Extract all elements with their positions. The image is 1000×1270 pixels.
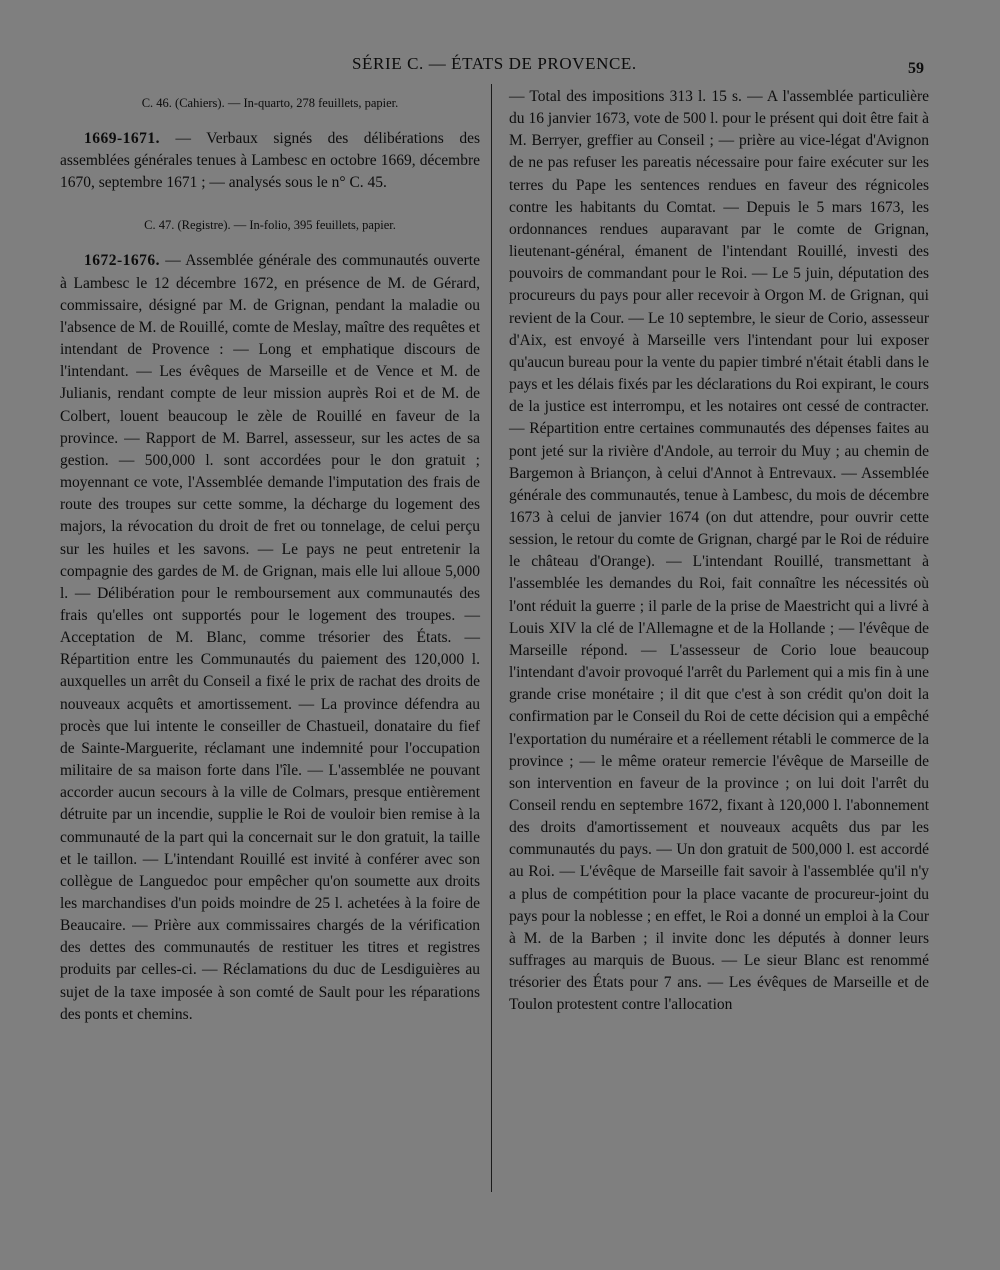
spacer: [60, 114, 480, 128]
spacer: [60, 194, 480, 214]
entry-date: 1672-1676.: [84, 252, 161, 270]
page-header: [0, 54, 1000, 80]
entry-text: — Verbaux signés des délibérations des assemblées générales tenues à Lambesc en octobre 1669, décembre 1670, septembre 1671 ; — analysés sous le n° C. 45.: [60, 130, 480, 192]
continued-text: — Total des impositions 313 l. 15 s. — A l'assemblée particulière du 16 janvier 1673, vote de 500 l. pour le présent qui doit être fait à M. Berryer, greffier au Conseil ; — prière au vice-légat d'Avignon de ne pas refuser les pareatis nécessaire pour faire exécuter sur les terres du Pape les sentences rendues en faveur des régnicoles contre les habitants du Comtat. — Depuis le 5 mars 1673, les ordonnances rendues auparavant par le comte de Grignan, lieutenant-général, émanent de l'intendant Rouillé, investi des pouvoirs de commandant pour le Roi. — Le 5 juin, députation des procureurs du pays pour aller recevoir à Orgon M. de Grignan, qui revient de la Cour. — Le 10 septembre, le sieur de Corio, assesseur d'Aix, est envoyé à Marseille vers l'intendant pour lui exposer qu'aucun bureau pour la vente du papier timbré n'était établi dans le pays et les délais fixés par les déclarations du Roi expirant, le cours de la justice est interrompu, et les notaires ont cessé de contracter. — Répartition entre certaines communautés des dépenses faites au pont jeté sur la rivière d'Andole, au terroir du Muy ; au chemin de Bargemon à Briançon, à celui d'Annot à Entrevaux. — Assemblée générale des communautés, tenue à Lambesc, du mois de décembre 1673 à celui de janvier 1674 (on dut attendre, pour ouvrir cette session, le retour du comte de Grignan, chargé par le Roi de réduire le château d'Orange). — L'intendant Rouillé, transmettant à l'assemblée les demandes du Roi, fait connaître les nécessités où l'ont réduit la guerre ; il parle de la prise de Maestricht qui a livré à Louis XIV la clé de l'Allemagne et de la Hollande ; — l'évêque de Marseille répond. — L'assesseur de Corio loue beaucoup l'intendant d'avoir provoqué l'arrêt du Parlement qui a mis fin à une grande crise monétaire ; il dit que c'est à son crédit qu'on doit la confirmation par le Conseil du Roi de cette décision qui a empêché l'exportation du numéraire et a réellement rétabli le commerce de la province ; — le même orateur remercie l'évêque de Marseille de son intervention en faveur de la province ; on lui doit l'arrêt du Conseil rendu en septembre 1672, fixant à 120,000 l. l'abonnement des droits d'amortissement et nouveaux acquêts dus par les communautés du pays. — Un don gratuit de 500,000 l. est accordé au Roi. — L'évêque de Marseille fait savoir à l'assemblée qu'il n'y a plus de compétition pour la place vacante de procureur-joint du pays pour la noblesse ; en effet, le Roi a donné un emploi à la Cour à M. de la Barben ; il invite donc les députés à donner leurs suffrages au marquis de Buous. — Le sieur Blanc est renommé trésorier des États pour 7 ans. — Les évêques de Marseille et de Toulon protestent contre l'allocation: [509, 88, 929, 1014]
entry-c46: [60, 128, 480, 194]
entry-date: 1669-1671.: [84, 130, 161, 147]
spacer: [60, 236, 480, 250]
entry-text: — Assemblée générale des communautés ouverte à Lambesc le 12 décembre 1672, en présence de M. de Gérard, commissaire, désigné par M. de Grignan, pendant la maladie ou l'absence de M. de Rouillé, comte de Meslay, maître des requêtes et intendant de Provence : — Long et emphatique discours de l'intendant. — Les évêques de Marseille et de Vence et M. de Julianis, rendant compte de leur mission auprès Roi et de M. de Colbert, louent beaucoup le zèle de Rouillé en faveur de la province. — Rapport de M. Barrel, assesseur, sur les actes de sa gestion. — 500,000 l. sont accordées pour le don gratuit ; moyennant ce vote, l'Assemblée demande l'imputation des frais de route des troupes sur cette somme, la décharge du logement des majors, la révocation du droit de fret ou tonnelage, de celui perçu sur les huiles et les savons. — Le pays ne peut entretenir la compagnie des gardes de M. de Grignan, mais elle lui alloue 5,000 l. — Délibération pour le remboursement aux communautés des frais qu'elles ont supportés pour le logement des troupes. — Acceptation de M. Blanc, comme trésorier des États. — Répartition entre les Communautés du paiement des 120,000 l. auxquelles un arrêt du Conseil a fixé le prix de rachat des droits de nouveaux acquêts et amortissement. — La province défendra au procès que lui intente le conseiller de Chastueil, donataire du fief de Sainte-Marguerite, réclamant une indemnité pour l'occupation militaire de sa maison forte dans l'île. — L'assemblée ne pouvant accorder aucun secours à la ville de Colmars, presque entièrement détruite par un incendie, supplie le Roi de vouloir bien remise à la communauté de la part qui la concernait sur le don gratuit, la taille et le taillon. — L'intendant Rouillé est invité à conférer avec son collègue de Languedoc pour empêcher qu'on soumette aux droits les marchandises d'un poids moindre de 25 l. achetées à la foire de Beaucaire. — Prière aux commissaires chargés de la vérification des dettes des communautés de restituer les titres et registres produits par celles-ci. — Réclamations du duc de Lesdiguières au sujet de la taxe imposée à son comté de Sault pour les réparations des ponts et chemins.: [60, 252, 480, 1023]
right-column: [509, 86, 929, 1017]
running-title: SÉRIE C. — ÉTATS DE PROVENCE.: [352, 54, 637, 73]
cote-c47: C. 47. (Registre). — In-folio, 395 feuillets, papier.: [144, 218, 396, 233]
column-divider: [491, 84, 492, 1192]
cote-c46: C. 46. (Cahiers). — In-quarto, 278 feuillets, papier.: [141, 96, 399, 110]
page-number: 59: [908, 60, 924, 77]
entry-c47: [60, 250, 480, 1025]
left-column: [60, 92, 480, 1026]
